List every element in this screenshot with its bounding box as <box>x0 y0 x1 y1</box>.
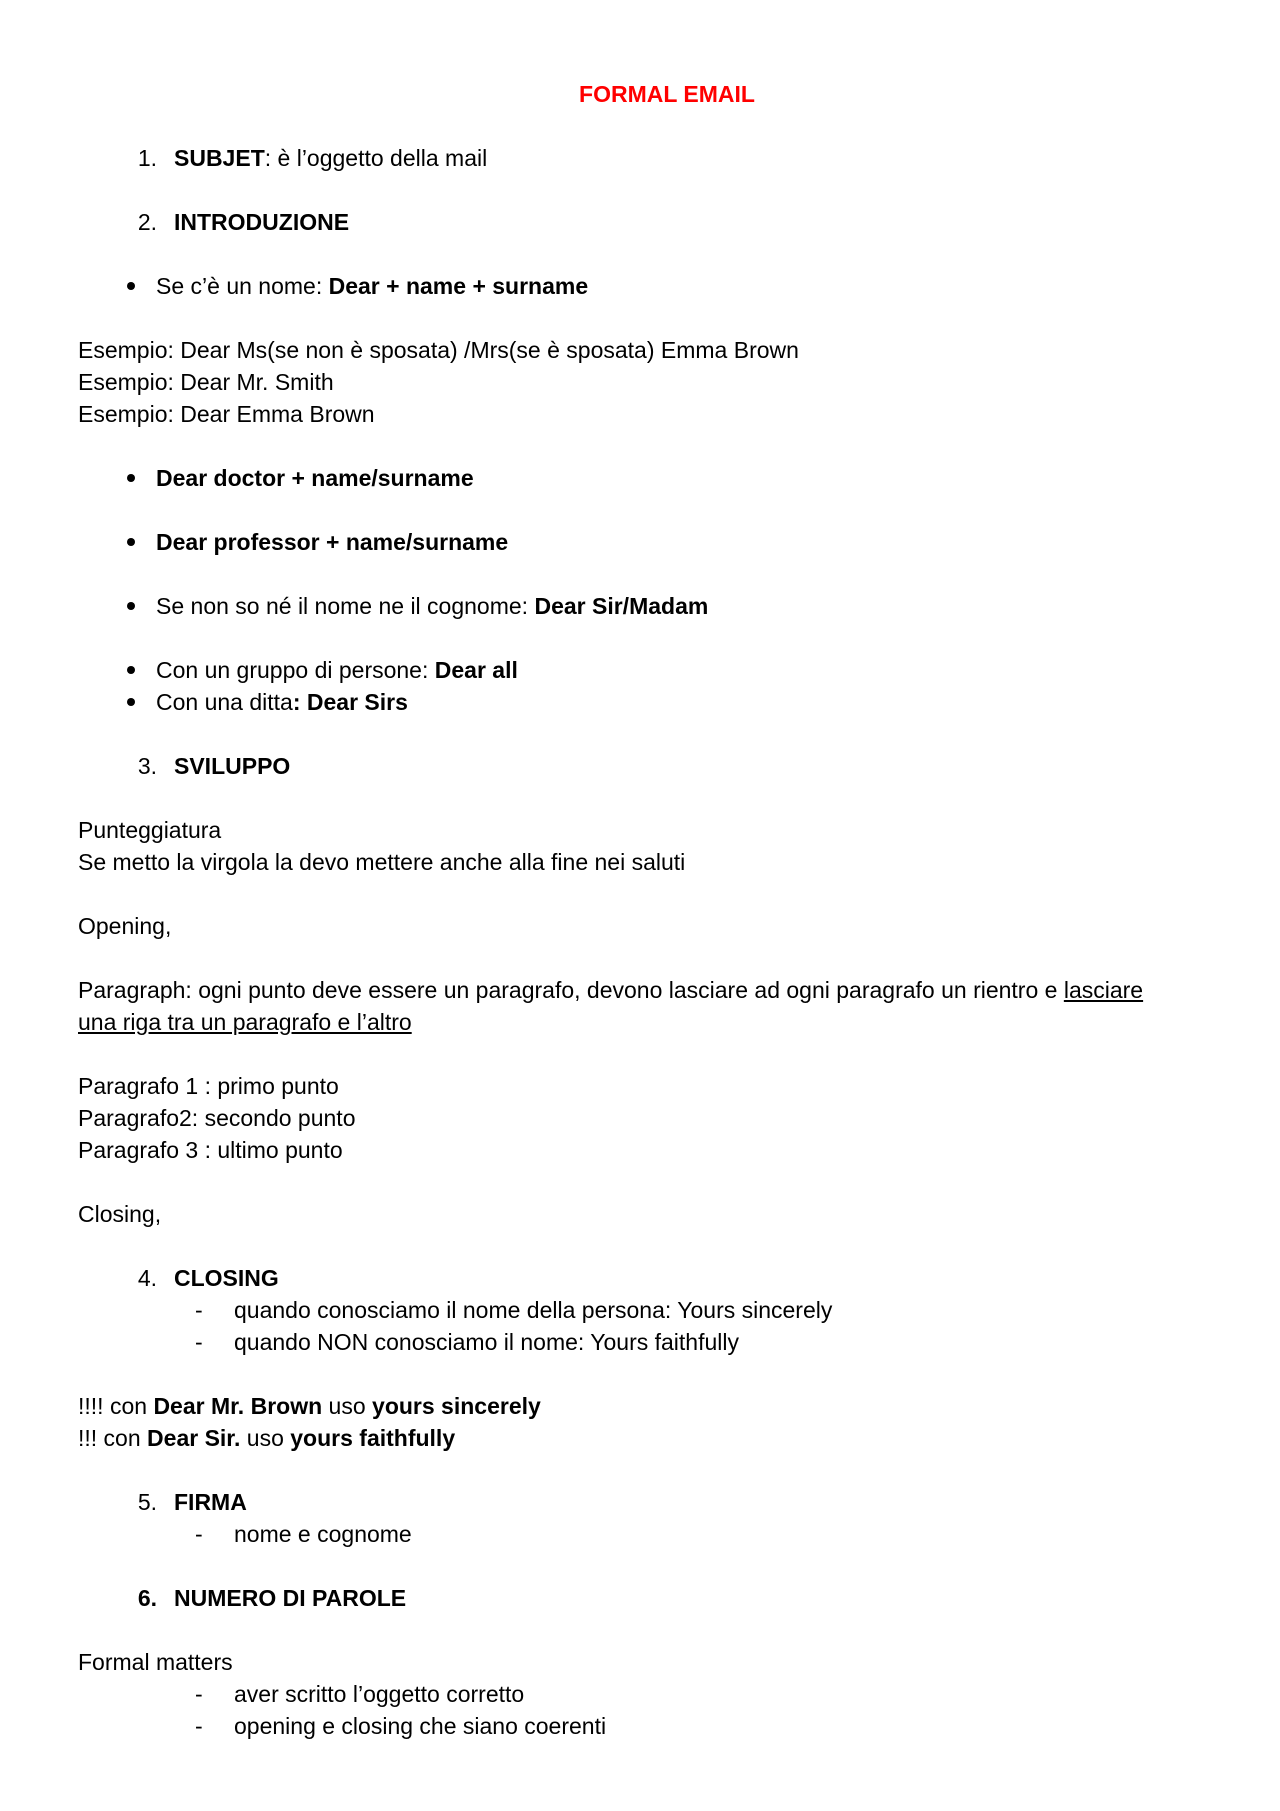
document-body <box>78 78 1208 1742</box>
dash-marker: - <box>195 1521 203 1547</box>
bullet-icon <box>117 654 156 686</box>
closing-note: !!! con Dear Sir. uso yours faithfully <box>78 1425 456 1451</box>
section-label: INTRODUZIONE <box>174 209 350 235</box>
list-item-text: aver scritto l’oggetto corretto <box>234 1681 525 1707</box>
list-item-bold: Dear all <box>434 657 518 683</box>
list-item <box>78 1326 1208 1358</box>
list-item-text: nome e cognome <box>234 1521 412 1547</box>
bullet-icon <box>117 270 156 302</box>
list-item-bold: Dear + name + surname <box>328 273 589 299</box>
section-number: 4. <box>137 1265 157 1291</box>
example-line: Esempio: Dear Emma Brown <box>78 401 375 427</box>
list-item <box>78 686 1208 718</box>
example-line: Esempio: Dear Ms(se non è sposata) /Mrs(se è sposata) Emma Brown <box>78 337 799 363</box>
closing-note: !!!! con Dear Mr. Brown uso yours sincerely <box>78 1393 541 1419</box>
paragraph-underline: lasciare <box>1063 977 1144 1003</box>
section-label: CLOSING <box>174 1265 279 1291</box>
paragraph-text: Paragraph: ogni punto deve essere un paragrafo, devono lasciare ad ogni paragrafo un rientro e <box>78 977 1064 1003</box>
section-number: 1. <box>137 145 157 171</box>
list-item <box>78 590 1208 622</box>
list-item <box>78 526 1208 558</box>
paragraph-note <box>78 974 1208 1038</box>
list-item-text: opening e closing che siano coerenti <box>234 1713 607 1739</box>
list-item-bold: Dear Sir/Madam <box>534 593 709 619</box>
list-item <box>78 654 1208 686</box>
list-item-text: quando NON conosciamo il nome: Yours faithfully <box>234 1329 740 1355</box>
list-item <box>78 1710 1208 1742</box>
punctuation-text: Se metto la virgola la devo mettere anche alla fine nei saluti <box>78 849 686 875</box>
section-subject <box>78 142 1208 174</box>
section-number: 5. <box>137 1489 157 1515</box>
bullet-icon <box>117 526 156 558</box>
section-closing <box>78 1262 1208 1294</box>
list-item-bold: Dear doctor + name/surname <box>156 465 474 491</box>
list-item <box>78 1678 1208 1710</box>
section-number: 6. <box>137 1585 157 1611</box>
list-item <box>78 462 1208 494</box>
bullet-icon <box>117 462 156 494</box>
list-item-text: quando conosciamo il nome della persona: Yours sincerely <box>234 1297 833 1323</box>
paragrafo-line: Paragrafo2: secondo punto <box>78 1105 356 1131</box>
dash-marker: - <box>195 1297 203 1323</box>
page-title: FORMAL EMAIL <box>579 81 755 107</box>
list-item-text: Se non so né il nome ne il cognome: <box>156 593 535 619</box>
bullet-icon <box>117 590 156 622</box>
list-item-text: Con una ditta <box>156 689 293 715</box>
section-text: : è l’oggetto della mail <box>264 145 488 171</box>
section-numero-parole <box>78 1582 1208 1614</box>
section-label: SVILUPPO <box>174 753 291 779</box>
section-label: NUMERO DI PAROLE <box>174 1585 407 1611</box>
section-number: 2. <box>137 209 157 235</box>
dash-marker: - <box>195 1713 203 1739</box>
list-item-text: Se c’è un nome: <box>156 273 329 299</box>
section-label: FIRMA <box>174 1489 247 1515</box>
section-number: 3. <box>137 753 157 779</box>
list-item <box>78 1518 1208 1550</box>
section-firma <box>78 1486 1208 1518</box>
paragrafo-line: Paragrafo 3 : ultimo punto <box>78 1137 343 1163</box>
list-item <box>78 1294 1208 1326</box>
punctuation-title: Punteggiatura <box>78 817 222 843</box>
section-label: SUBJET <box>174 145 265 171</box>
example-line: Esempio: Dear Mr. Smith <box>78 369 334 395</box>
dash-marker: - <box>195 1329 203 1355</box>
paragraph-underline: una riga tra un paragrafo e l’altro <box>78 1009 412 1035</box>
opening-text: Opening, <box>78 913 172 939</box>
dash-marker: - <box>195 1681 203 1707</box>
formal-matters-title: Formal matters <box>78 1649 233 1675</box>
section-sviluppo <box>78 750 1208 782</box>
closing-text: Closing, <box>78 1201 162 1227</box>
list-item-text: Con un gruppo di persone: <box>156 657 435 683</box>
list-item-bold: Dear professor + name/surname <box>156 529 509 555</box>
list-item-bold: : Dear Sirs <box>292 689 408 715</box>
bullet-icon <box>117 686 156 718</box>
list-item <box>78 270 1208 302</box>
paragrafo-line: Paragrafo 1 : primo punto <box>78 1073 339 1099</box>
section-introduzione <box>78 206 1208 238</box>
